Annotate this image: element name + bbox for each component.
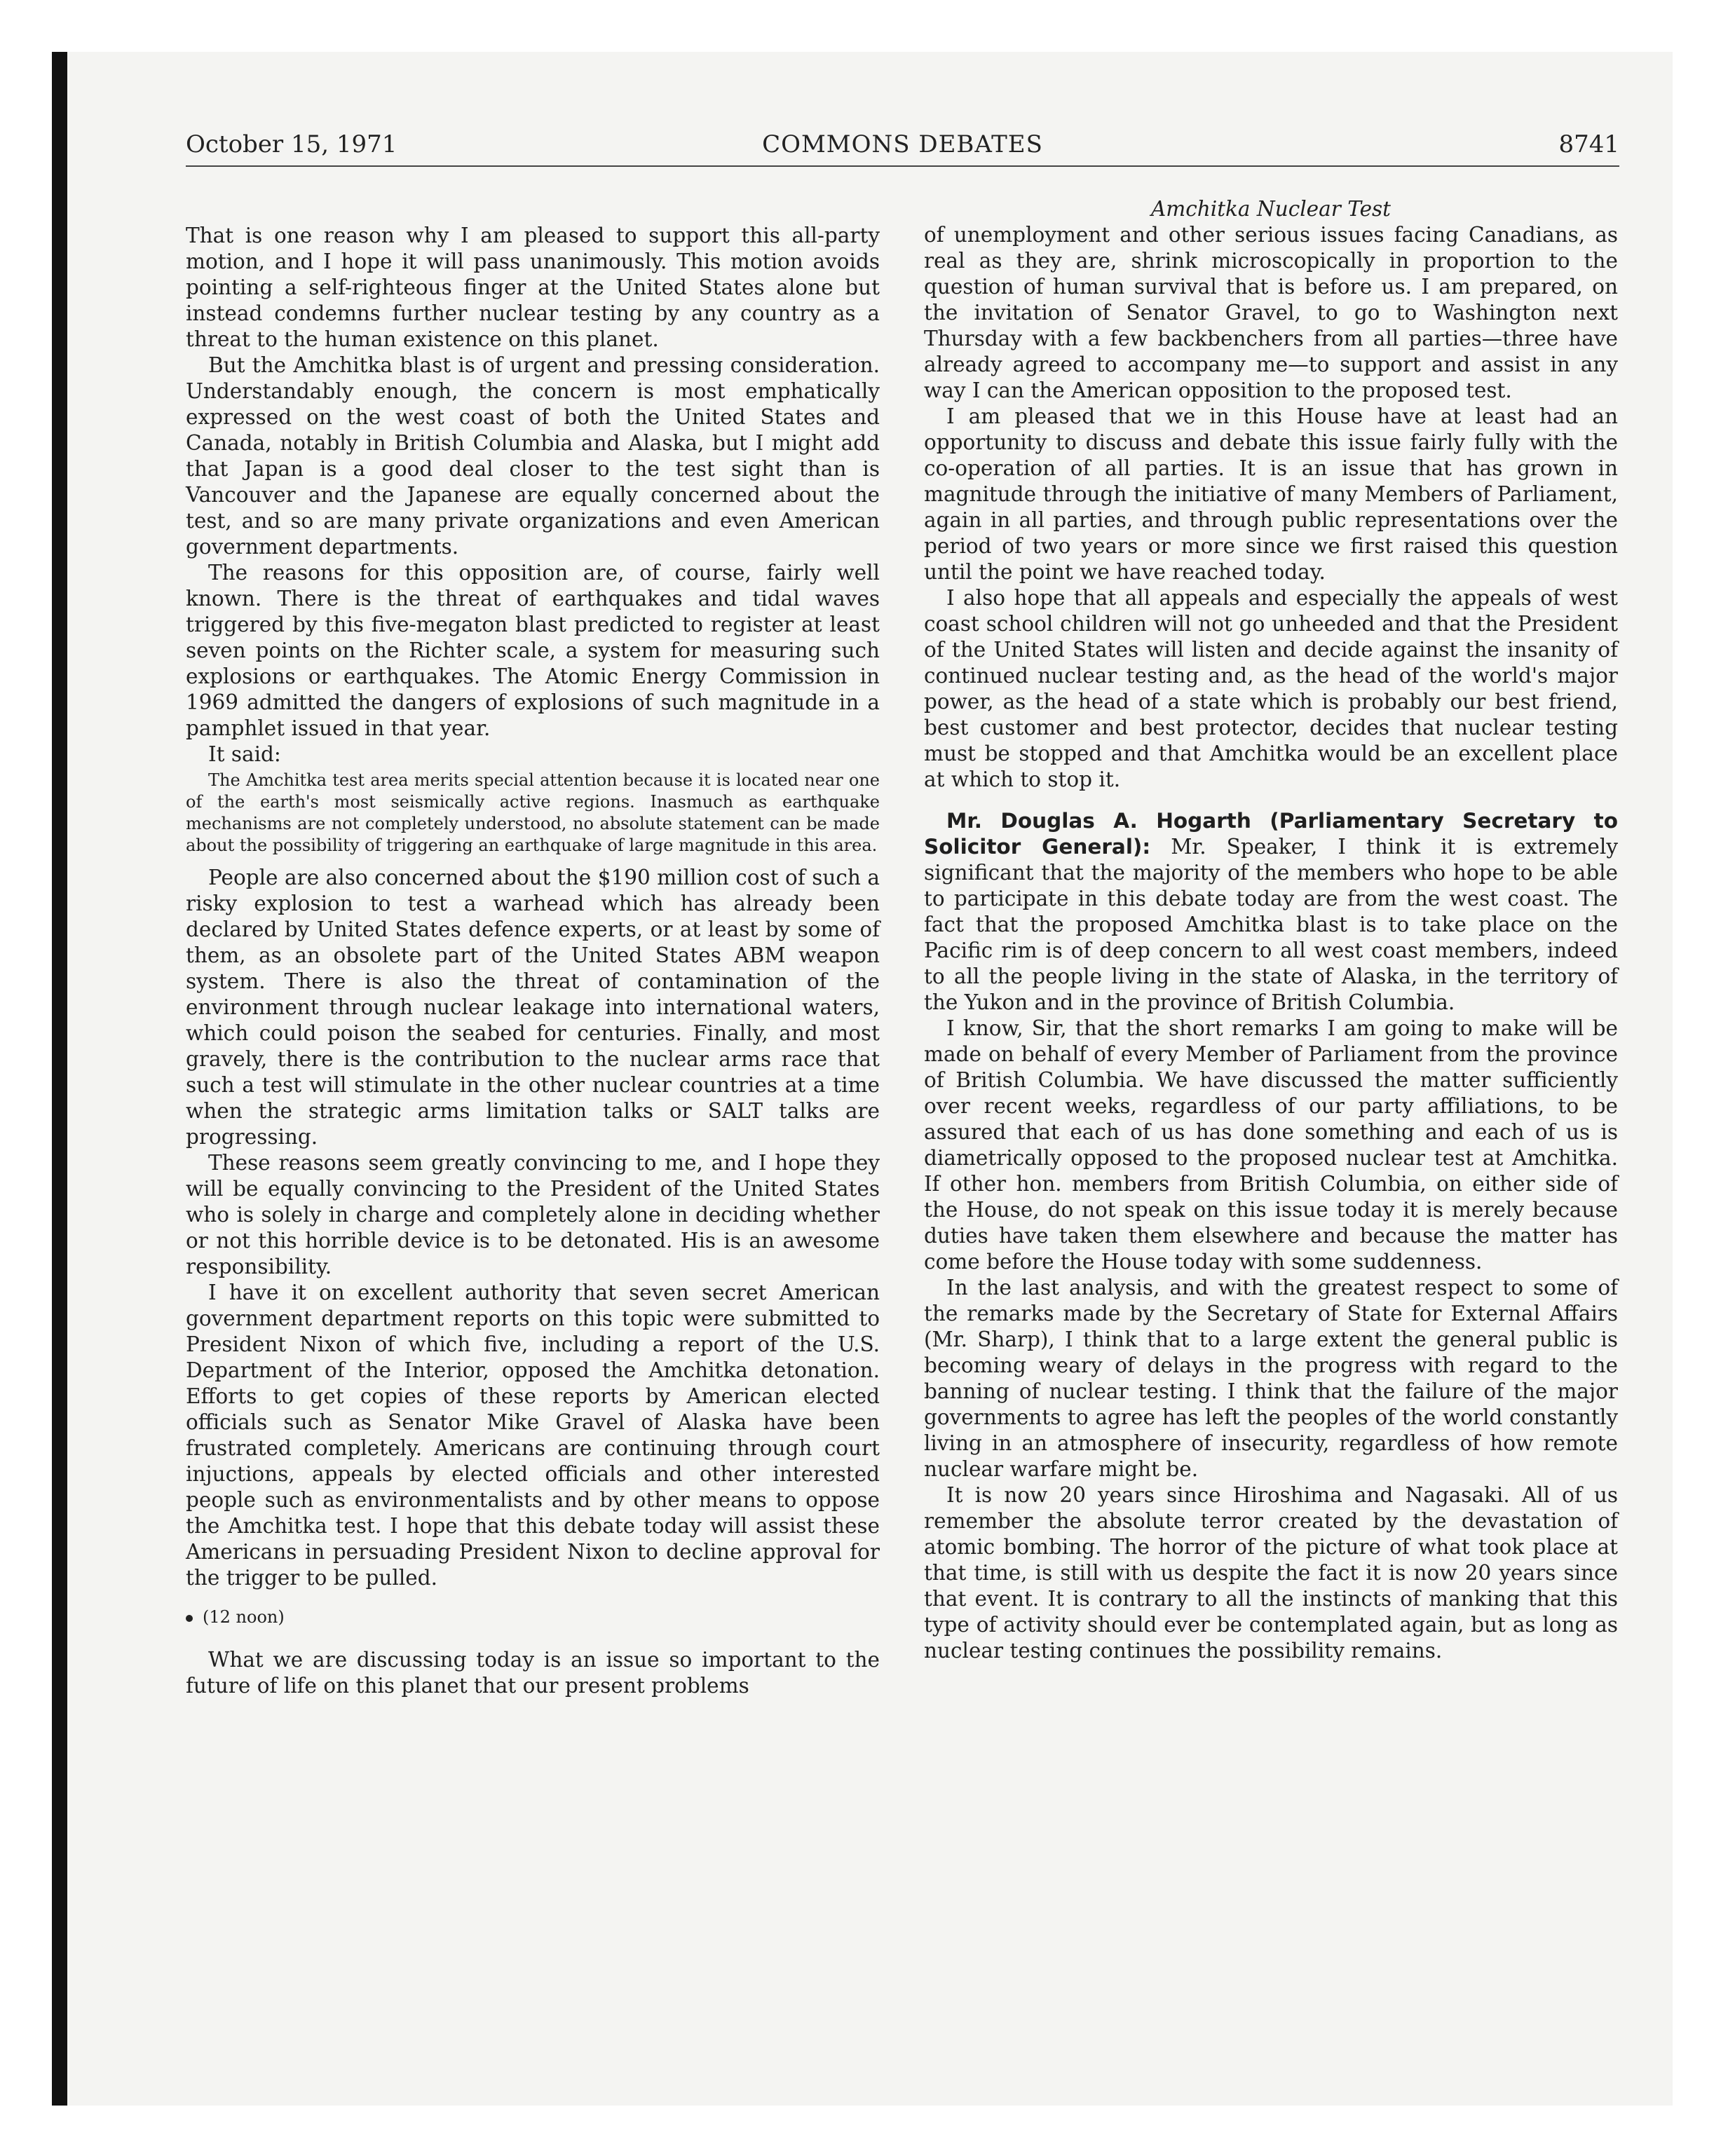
header-date: October 15, 1971 — [186, 130, 397, 158]
time-mark-text: (12 noon) — [203, 1607, 285, 1627]
right-column — [924, 196, 1618, 1664]
paragraph: The reasons for this opposition are, of course, fairly well known. There is the threat of earthquakes and tidal waves triggered by this five-megaton blast predicted to register at least seven points on the Richter scale, a system for measuring such explosions or earthquakes. The Atomic Energy Commission in 1969 admitted the dangers of explosions of such magnitude in a pamphlet issued in that year. — [186, 561, 880, 740]
speaker-text: Mr. Speaker, I think it is extremely significant that the majority of the members who hope to be able to participate in this debate today are from the west coast. The fact that the proposed Amchitka blast is to take place on the Pacific rim is of deep concern to all west coast members, indeed to all the people living in the state of Alaska, in the territory of the Yukon and in the province of British Columbia. — [924, 835, 1618, 1014]
paragraph: What we are discussing today is an issue so important to the future of life on this planet that our present problems — [186, 1648, 880, 1698]
paragraph: I am pleased that we in this House have at least had an opportunity to discuss and debate this issue fairly fully with the co-operation of all parties. It is an issue that has grown in magnitude through the initiative of many Members of Parliament, again in all parties, and through public representations over the period of two years or more since we first raised this question until the point we have reached today. — [924, 404, 1618, 584]
paragraph: of unemployment and other serious issues facing Canadians, as real as they are, shrink microscopically in proportion to the question of human survival that is before us. I am prepared, on the invitation of Senator Gravel, to go to Washington next Thursday with a few backbenchers from all parties—three have already agreed to accompany me—to support and assist in any way I can the American opposition to the proposed test. — [924, 223, 1618, 402]
paragraph: It said: — [208, 742, 281, 766]
paragraph: In the last analysis, and with the greatest respect to some of the remarks made by the Secretary of State for External Affairs (Mr. Sharp), I think that to a large extent the general public is becoming weary of delays in the progress with regard to the banning of nuclear testing. I think that the failure of the major governments to agree has left the peoples of the world constantly living in an atmosphere of insecurity, regardless of how remote nuclear warfare might be. — [924, 1276, 1618, 1481]
header-page-number: 8741 — [1558, 130, 1619, 158]
time-mark — [186, 1606, 880, 1628]
paragraph: I have it on excellent authority that seven secret American government department reports on this topic were submitted to President Nixon of which five, including a report of the U.S. Department of the Interior, opposed the Amchitka detonation. Efforts to get copies of these reports by American elected officials such as Senator Mike Gravel of Alaska have been frustrated completely. Americans are continuing through court injuctions, appeals by elected officials and other interested people such as environmentalists and by other means to oppose the Amchitka test. I hope that this debate today will assist these Americans in persuading President Nixon to decline approval for the trigger to be pulled. — [186, 1281, 880, 1590]
scan-edge-bar — [52, 52, 67, 2106]
page-header — [186, 130, 1619, 167]
paragraph: People are also concerned about the $190 million cost of such a risky explosion to test a warhead which has already been declared by United States defence experts, or at least by some of them, as an obsolete part of the United States ABM weapon system. There is also the threat of contamination of the environment through nuclear leakage into international waters, which could poison the seabed for centuries. Finally, and most gravely, there is the contribution to the nuclear arms race that such a test will stimulate in the other nuclear countries at a time when the strategic arms limitation talks or SALT talks are progressing. — [186, 866, 880, 1149]
paragraph: I know, Sir, that the short remarks I am going to make will be made on behalf of every Member of Parliament from the province of British Columbia. We have discussed the matter sufficiently over recent weeks, regardless of our party affiliations, to be assured that each of us has done something and each of us is diametrically opposed to the proposed nuclear test at Amchitka. If other hon. members from British Columbia, on either side of the House, do not speak on this issue today it is merely because duties have taken them elsewhere and because the matter has come before the House today with some suddenness. — [924, 1016, 1618, 1274]
bullet-icon — [186, 1615, 193, 1622]
header-title: COMMONS DEBATES — [762, 130, 1043, 158]
block-quote: The Amchitka test area merits special attention because it is located near one of the earth's most seismically active regions. Inasmuch as earthquake mechanisms are not completely understood, no absolute statement can be made about the possibility of triggering an earthquake of large magnitude in this area. — [186, 770, 880, 855]
running-head: Amchitka Nuclear Test — [1150, 197, 1392, 221]
speaker-name: Mr. Douglas A. Hogarth (Parliamentary Secretary to Solicitor General): — [924, 809, 1618, 859]
speaker-paragraph — [924, 808, 1618, 1016]
paragraph: But the Amchitka blast is of urgent and pressing consideration. Understandably enough, the concern is most emphatically expressed on the west coast of both the United States and Canada, notably in British Columbia and Alaska, but I might add that Japan is a good deal closer to the test sight than is Vancouver and the Japanese are equally concerned about the test, and so are many private organizations and even American government departments. — [186, 353, 880, 559]
paragraph: It is now 20 years since Hiroshima and Nagasaki. All of us remember the absolute terror created by the devastation of atomic bombing. The horror of the picture of what took place at that time, is still with us despite the fact it is now 20 years since that event. It is contrary to all the instincts of manking that this type of activity should ever be contemplated again, but as long as nuclear testing continues the possibility remains. — [924, 1483, 1618, 1663]
paragraph: That is one reason why I am pleased to support this all-party motion, and I hope it will pass unanimously. This motion avoids pointing a self-righteous finger at the United States alone but instead condemns further nuclear testing by any country as a threat to the human existence on this planet. — [186, 224, 880, 351]
left-column — [186, 223, 880, 1699]
paragraph: I also hope that all appeals and especially the appeals of west coast school children will not go unheeded and that the President of the United States will listen and decide against the insanity of continued nuclear testing and, as the head of the world's major power, as the head of a state which is probably our best friend, best customer and best protector, decides that nuclear testing must be stopped and that Amchitka would be an excellent place at which to stop it. — [924, 586, 1618, 791]
paragraph: These reasons seem greatly convincing to me, and I hope they will be equally convincing to the President of the United States who is solely in charge and completely alone in deciding whether or not this horrible device is to be detonated. His is an awesome responsibility. — [186, 1151, 880, 1278]
